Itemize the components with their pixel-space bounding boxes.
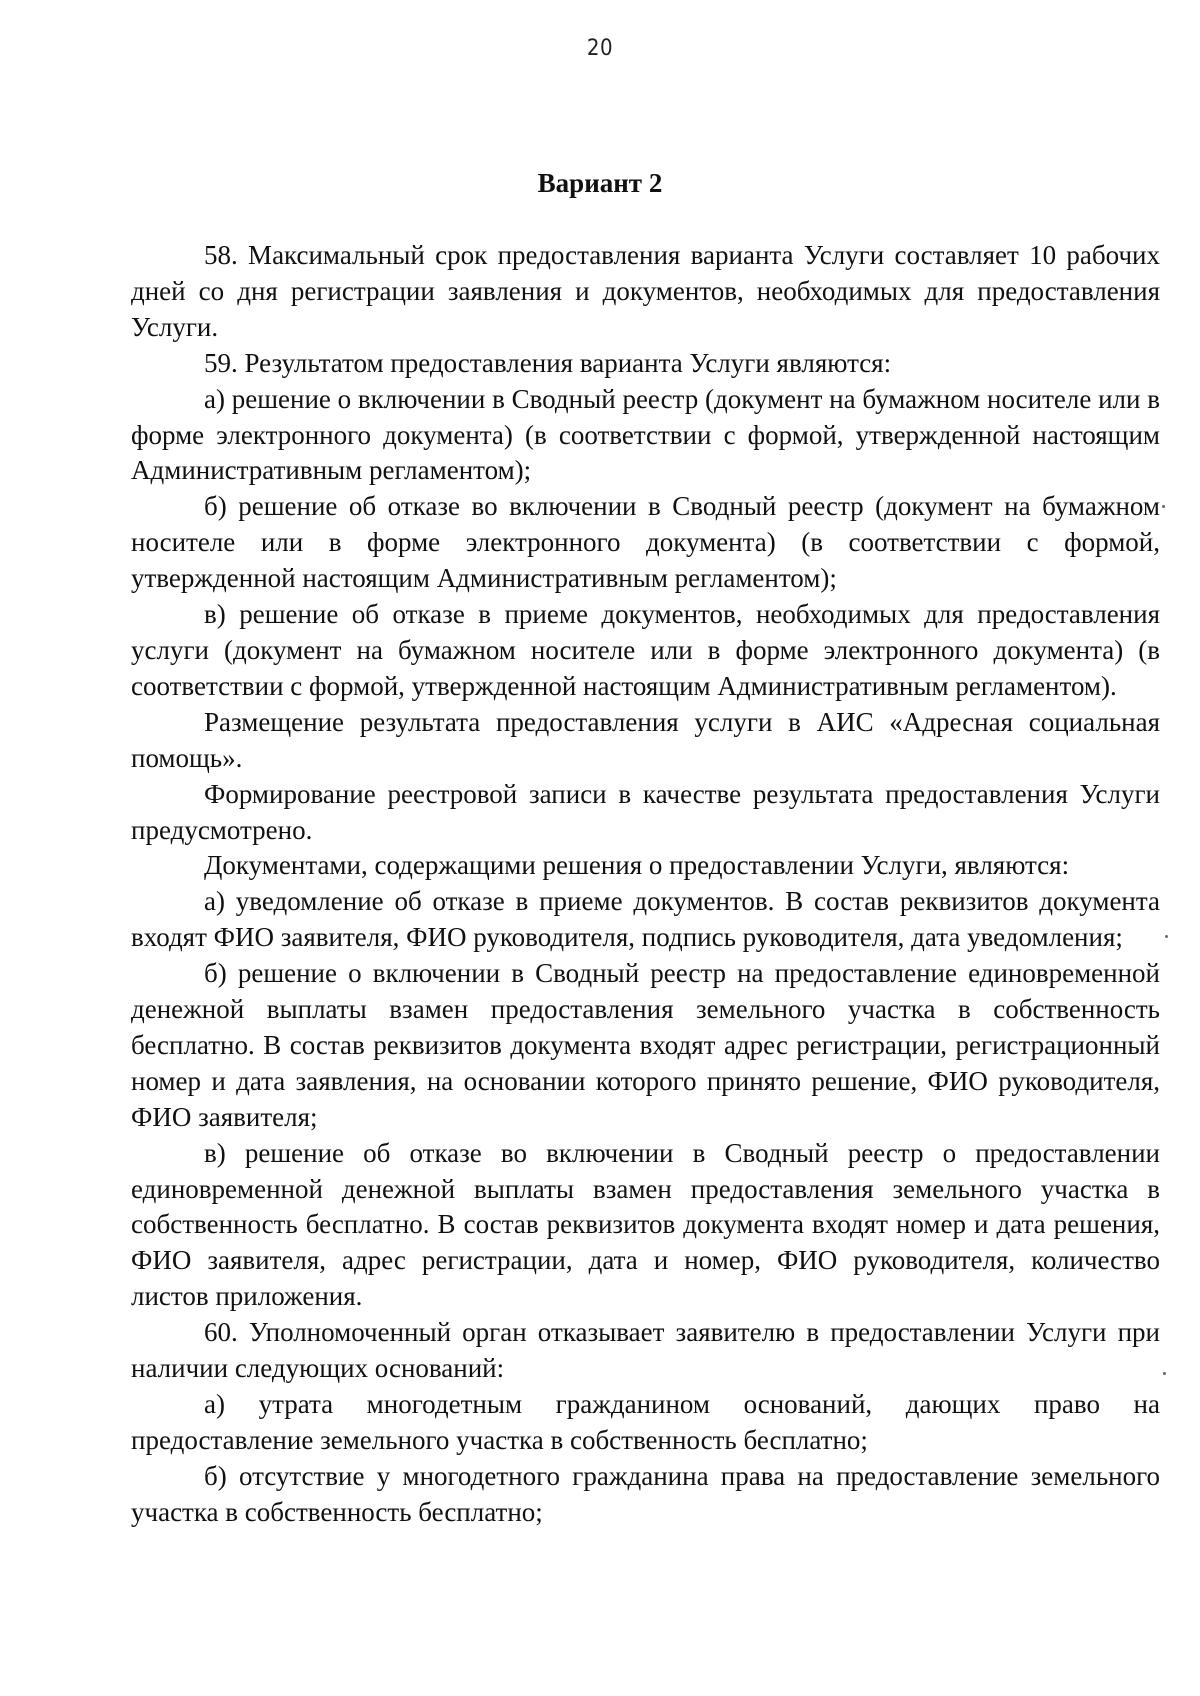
paragraph-59-item-a: а) решение о включении в Сводный реестр (документ на бумажном носителе или в форме электронного документа) (в соответствии с формой, утвержденной настоящим Административным регламентом);: [131, 383, 1160, 486]
paragraph-59-item-v: в) решение об отказе в приеме документов, необходимых для предоставления услуги (документ на бумажном носителе или в форме электронного документа) (в соответствии с формой, утвержденной настоящим Административным регламентом).: [131, 599, 1160, 701]
paragraph-documents-item-b: б) решение о включении в Сводный реестр на предоставление единовременной денежной выплаты взамен предоставления земельного участка в собственность бесплатно. В состав реквизитов документа входят адрес регистрации, регистрационный номер и дата заявления, на основании которого принято решение, ФИО руководителя, ФИО заявителя;: [131, 958, 1160, 1132]
paragraph-documents-item-a: а) уведомление об отказе в приеме документов. В состав реквизитов документа входят ФИО заявителя, ФИО руководителя, подпись руководителя, дата уведомления;: [131, 886, 1160, 953]
scan-speck: [1165, 935, 1168, 938]
page-number: 20: [586, 36, 614, 61]
paragraph-58: 58. Максимальный срок предоставления варианта Услуги составляет 10 рабочих дней со дня регистрации заявления и документов, необходимых для предоставления Услуги.: [131, 240, 1160, 342]
paragraph-documents-item-v: в) решение об отказе во включении в Сводный реестр о предоставлении единовременной денежной выплаты взамен предоставления земельного участка в собственность бесплатно. В состав реквизитов документа входят номер и дата решения, ФИО заявителя, адрес регистрации, дата и номер, ФИО руководителя, количество листов приложения.: [131, 1137, 1160, 1312]
section-heading: Вариант 2: [537, 168, 663, 198]
paragraph-documents-intro: Документами, содержащими решения о предоставлении Услуги, являются:: [204, 850, 1070, 881]
scan-speck: [1163, 1372, 1166, 1375]
document-body: [131, 238, 1160, 1531]
paragraph-registry-record: Формирование реестровой записи в качестве результата предоставления Услуги предусмотрено.: [131, 778, 1160, 845]
paragraph-60: 60. Уполномоченный орган отказывает заявителю в предоставлении Услуги при наличии следующих оснований:: [131, 1317, 1160, 1384]
scan-speck: [1162, 505, 1165, 508]
paragraph-result-placement: Размещение результата предоставления услуги в АИС «Адресная социальная помощь».: [131, 706, 1160, 773]
paragraph-60-item-b: б) отсутствие у многодетного гражданина права на предоставление земельного участка в собственность бесплатно;: [131, 1460, 1160, 1527]
paragraph-60-item-a: а) утрата многодетным гражданином оснований, дающих право на предоставление земельного участка в собственность бесплатно;: [131, 1389, 1160, 1455]
paragraph-59: 59. Результатом предоставления варианта Услуги являются:: [204, 347, 892, 378]
paragraph-59-item-b: б) решение об отказе во включении в Сводный реестр (документ на бумажном носителе или в форме электронного документа) (в соответствии с формой, утвержденной настоящим Административным регламентом);: [131, 491, 1160, 594]
